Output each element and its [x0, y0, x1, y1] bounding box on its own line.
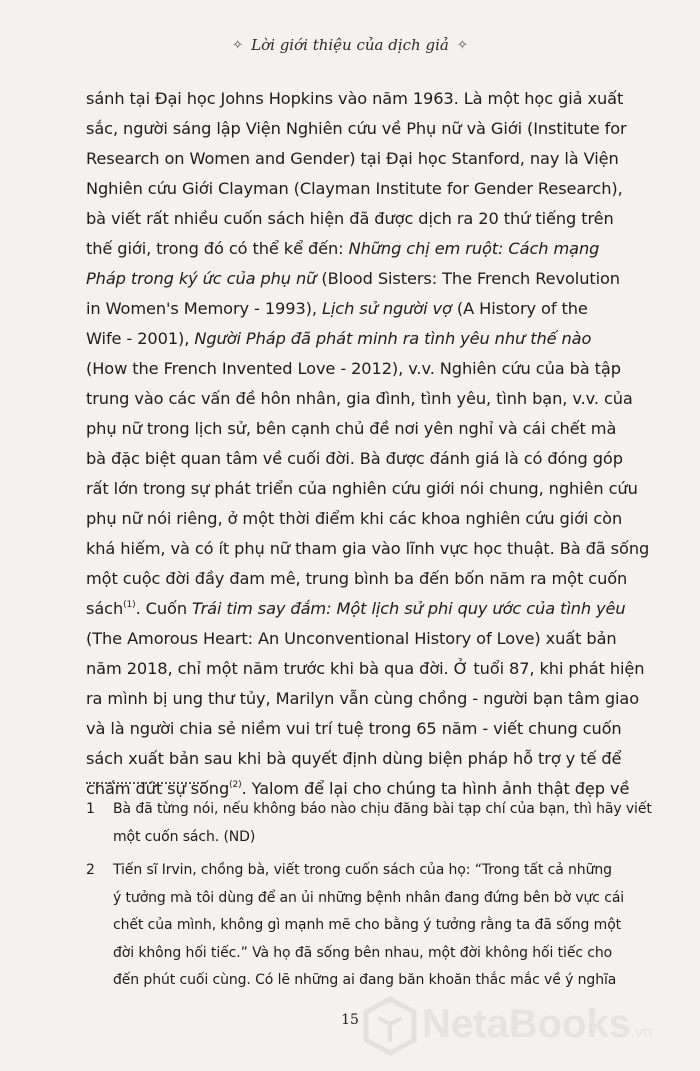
text-run: . Cuốn	[135, 599, 193, 618]
book-title-italic: Trái tim say đắm: Một lịch sử phi quy ước của tình yêu	[192, 599, 626, 618]
text-line: bà đặc biệt quan tâm về cuối đời. Bà được đánh giá là có đóng góp	[86, 449, 623, 468]
book-title-italic: Những chị em ruột: Cách mạng	[348, 239, 600, 258]
footnote-ref[interactable]: (2)	[229, 780, 242, 790]
running-title: Lời giới thiệu của dịch giả	[251, 36, 449, 54]
footnote-line: đời không hối tiếc.” Và họ đã sống bên nhau, một đời không hối tiếc cho	[113, 944, 613, 961]
text-line: một cuộc đời đầy đam mê, trung bình ba đến bốn năm ra một cuốn	[86, 569, 628, 588]
footnote-line: ý tưởng mà tôi dùng để an ủi những bệnh nhân đang đứng bên bờ vực cái	[113, 889, 625, 906]
ornament-left-icon: ✧	[232, 38, 244, 53]
page-number: 15	[341, 1012, 359, 1028]
text-line	[86, 234, 646, 264]
text-run: (A History of the	[451, 299, 588, 318]
text-line: phụ nữ trong lịch sử, bên cạnh chủ đề nơi yên nghỉ và cái chết mà	[86, 419, 617, 438]
footnote-line: chết của mình, không gì mạnh mẽ cho bằng ý tưởng rằng ta đã sống một	[113, 917, 622, 933]
text-line	[86, 294, 646, 324]
text-run: in Women's Memory - 1993),	[86, 299, 322, 318]
running-header	[0, 36, 700, 54]
text-line: và là người chia sẻ niềm vui trí tuệ trong 65 năm - viết chung cuốn	[86, 719, 622, 738]
text-line: ra mình bị ung thư tủy, Marilyn vẫn cùng chồng - người bạn tâm giao	[86, 689, 640, 708]
text-line: (The Amorous Heart: An Unconventional History of Love) xuất bản	[86, 629, 617, 648]
text-run: chấm dứt sự sống	[86, 779, 230, 798]
text-line: sánh tại Đại học Johns Hopkins vào năm 1963. Là một học giả xuất	[86, 89, 624, 108]
book-logo-icon	[362, 996, 418, 1056]
text-run: . Yalom để lại cho chúng ta hình ảnh thật đẹp về	[241, 779, 630, 798]
watermark-text	[422, 1002, 652, 1047]
footnote-line: Tiến sĩ Irvin, chồng bà, viết trong cuốn sách của họ: “Trong tất cả những	[113, 862, 612, 878]
book-title-italic: Pháp trong ký ức của phụ nữ	[86, 269, 317, 288]
watermark-suffix: .vn	[630, 1024, 653, 1041]
watermark-brand: NetaBooks	[422, 1002, 631, 1046]
text-line: năm 2018, chỉ một năm trước khi bà qua đời. Ở tuổi 87, khi phát hiện	[86, 659, 645, 678]
text-line: (How the French Invented Love - 2012), v.v. Nghiên cứu của bà tập	[86, 359, 621, 378]
text-line	[86, 264, 646, 294]
text-line: phụ nữ nói riêng, ở một thời điểm khi các khoa nghiên cứu giới còn	[86, 509, 623, 528]
text-line: bà viết rất nhiều cuốn sách hiện đã được dịch ra 20 thứ tiếng trên	[86, 209, 614, 228]
text-run: Wife - 2001),	[86, 329, 195, 348]
text-run: (Blood Sisters: The French Revolution	[316, 269, 620, 288]
footnote-number: 2	[86, 862, 95, 878]
text-run: sách	[86, 599, 124, 618]
footnote-line: Bà đã từng nói, nếu không báo nào chịu đăng bài tạp chí của bạn, thì hãy viết	[113, 801, 652, 817]
text-line	[86, 324, 646, 354]
footnote-line: đến phút cuối cùng. Có lẽ những ai đang băn khoăn thắc mắc về ý nghĩa	[113, 972, 617, 988]
footnote	[86, 796, 661, 851]
watermark	[362, 996, 692, 1058]
book-title-italic: Lịch sử người vợ	[321, 299, 452, 318]
text-line: sắc, người sáng lập Viện Nghiên cứu về Phụ nữ và Giới (Institute for	[86, 119, 627, 138]
text-line: trung vào các vấn đề hôn nhân, gia đình, tình yêu, tình bạn, v.v. của	[86, 389, 633, 408]
text-line: rất lớn trong sự phát triển của nghiên cứu giới nói chung, nghiên cứu	[86, 479, 638, 498]
book-title-italic: Người Pháp đã phát minh ra tình yêu như thế nào	[194, 329, 592, 348]
footnote-number: 1	[86, 801, 95, 817]
text-line: sách xuất bản sau khi bà quyết định dùng biện pháp hỗ trợ y tế để	[86, 749, 622, 768]
text-line	[86, 594, 646, 624]
footnote-divider	[86, 782, 206, 784]
text-line: khá hiếm, và có ít phụ nữ tham gia vào lĩnh vực học thuật. Bà đã sống	[86, 539, 650, 558]
text-line: Nghiên cứu Giới Clayman (Clayman Institute for Gender Research),	[86, 179, 623, 198]
footnote-line: một cuốn sách. (ND)	[113, 828, 256, 845]
footnotes	[86, 796, 661, 1001]
text-run: thế giới, trong đó có thể kể đến:	[86, 239, 349, 258]
body-text	[86, 84, 650, 804]
ornament-right-icon: ✧	[456, 38, 468, 53]
footnote	[86, 857, 661, 995]
footnote-ref[interactable]: (1)	[123, 600, 136, 610]
text-line: Research on Women and Gender) tại Đại học Stanford, nay là Viện	[86, 149, 619, 168]
